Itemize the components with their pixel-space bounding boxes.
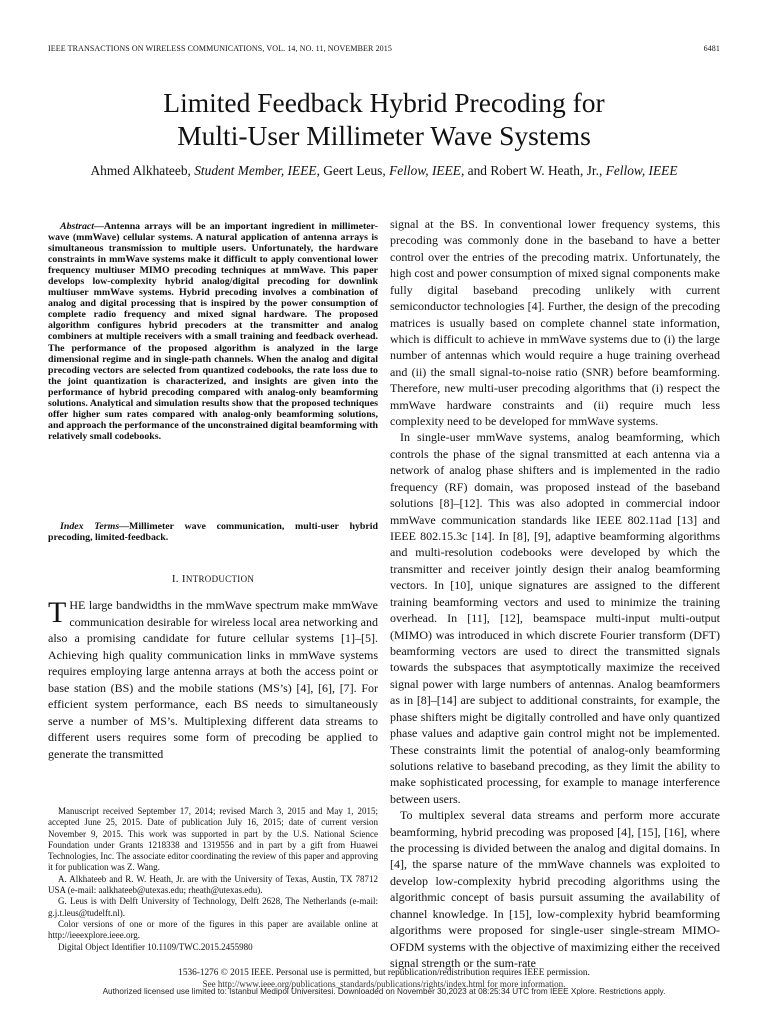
- footnote: Manuscript received September 17, 2014; revised March 3, 2015 and May 1, 2015; accepted June 25, 2015. Date of publication July 16, 2015; date of current version November 9, 2015. This work was supported in part by the U.S. National Science Foundation under Grants 1218338 and 1319556 and in part by a gift from Huawei Technologies, Inc. The associate editor coordinating the review of this paper and approving it for publication was Z. Wang.: [48, 806, 378, 873]
- author-1-role: Student Member, IEEE: [194, 163, 317, 178]
- intro-paragraph: [48, 597, 378, 762]
- journal-name: IEEE TRANSACTIONS ON WIRELESS COMMUNICATIONS, VOL. 14, NO. 11, NOVEMBER 2015: [48, 44, 392, 53]
- author-1: Ahmed Alkhateeb,: [90, 163, 195, 178]
- title-line-2: Multi-User Millimeter Wave Systems: [177, 120, 591, 151]
- abstract-lead: Abstract: [60, 221, 95, 232]
- intro-text: large bandwidths in the mmWave spectrum make mmWave communication desirable for wireless local area networking and also a promising candidate for future cellular systems [1]–[5]. Achieving high quality communication links in mmWave systems requires employing large antenna arrays at both the access point or base station (BS) and the mobile stations (MS’s) [4], [6], [7]. For efficient system performance, each BS needs to simultaneously serve a number of MS’s. Multiplexing different data streams to different users requires some form of precoding be applied to generate the transmitted: [48, 598, 378, 761]
- footnotes: [48, 806, 378, 953]
- right-column: [390, 216, 720, 971]
- intro-first-word: HE: [69, 598, 86, 612]
- paper-title: [0, 86, 768, 152]
- author-3: , and Robert W. Heath, Jr.,: [460, 163, 606, 178]
- paragraph: signal at the BS. In conventional lower frequency systems, this precoding was commonly done in the baseband to have a better control over the entries of the precoding matrix. Unfortunately, the high cost and power consumption of mixed signal components make fully digital baseband precoding unlikely with current semiconductor technologies [4]. Further, the design of the precoding matrices is usually based on complete channel state information, which is difficult to achieve in mmWave systems due to (i) the large number of antennas which would require a huge training overhead and (ii) the small signal-to-noise ratio (SNR) before beamforming. Therefore, new multi-user precoding algorithms that (i) respect the mmWave hardware constraints and (ii) require much less complexity need to be developed for mmWave systems.: [390, 217, 720, 429]
- footnote: Color versions of one or more of the figures in this paper are available online at http://ieeexplore.ieee.org.: [48, 918, 378, 941]
- index-terms-lead: Index Terms: [60, 521, 120, 532]
- title-line-1: Limited Feedback Hybrid Precoding for: [163, 87, 605, 118]
- footnote: Digital Object Identifier 10.1109/TWC.2015.2455980: [58, 941, 253, 952]
- drop-cap: T: [48, 596, 67, 629]
- copyright-notice: 1536-1276 © 2015 IEEE. Personal use is permitted, but republication/redistribution requires IEEE permission.: [178, 968, 590, 978]
- author-list: [0, 163, 768, 179]
- page-number: 6481: [703, 44, 720, 53]
- rights-link[interactable]: See http://www.ieee.org/publications_standards/publications/rights/index.html for more information.: [202, 979, 566, 989]
- abstract-text: —Antenna arrays will be an important ingredient in millimeter-wave (mmWave) cellular systems. A natural application of antenna arrays is simultaneous transmission to multiple users. Unfortunately, the hardware constraints in mmWave systems make it difficult to apply conventional lower frequency multiuser MIMO precoding techniques at mmWave. This paper develops low-complexity hybrid analog/digital precoding for downlink multiuser mmWave systems. Hybrid precoding involves a combination of analog and digital processing that is inspired by the power consumption of complete radio frequency and mixed signal hardware. The proposed algorithm configures hybrid precoders at the transmitter and analog combiners at multiple receivers with a small training and feedback overhead. The performance of the proposed algorithm is analyzed in the large dimensional regime and in single-path channels. When the analog and digital precoding vectors are selected from quantized codebooks, the rate loss due to the joint quantization is characterized, and insights are given into the performance of hybrid precoding compared with analog-only beamforming solutions. Analytical and simulation results show that the proposed techniques offer higher sum rates compared with analog-only beamforming solutions, and approach the performance of the unconstrained digital beamforming with relatively small codebooks.: [48, 221, 378, 442]
- footnote: A. Alkhateeb and R. W. Heath, Jr. are with the University of Texas, Austin, TX 78712 USA (e-mail: aalkhateeb@utexas.edu; rheath@utexas.edu).: [48, 873, 378, 896]
- index-terms-text: —Millimeter wave communication, multi-user hybrid precoding, limited-feedback.: [48, 521, 378, 544]
- author-3-role: Fellow, IEEE: [605, 163, 678, 178]
- paragraph: To multiplex several data streams and perform more accurate beamforming, hybrid precoding was proposed [4], [15], [16], where the processing is divided between the analog and digital domains. In [4], the sparse nature of the mmWave channels was exploited to develop low-complexity hybrid precoding algorithms using the algorithmic concept of basis pursuit assuming the availability of channel knowledge. In [15], low-complexity hybrid beamforming algorithms were proposed for single-user single-stream MIMO-OFDM systems with the objective of maximizing either the received signal strength or the sum-rate: [390, 808, 720, 970]
- paragraph: In single-user mmWave systems, analog beamforming, which controls the phase of the signal transmitted at each antenna via a network of analog phase shifters and is implemented in the radio frequency (RF) domain, was proposed instead of the baseband solutions [8]–[12]. This was also adopted in commercial indoor mmWave communication standards like IEEE 802.11ad [13] and IEEE 802.15.3c [14]. In [8], [9], adaptive beamforming algorithms and multi-resolution codebooks were developed by which the transmitter and receiver jointly design their analog beamforming vectors. In [10], unique signatures are assigned to the different training beamforming vectors and used to minimize the training overhead. In [11], [12], beamspace multi-input multi-output (MIMO) was introduced in which discrete Fourier transform (DFT) beamforming vectors are used to direct the transmitted signals towards the subspaces that asymptotically maximize the received signal power with large numbers of antennas. Analog beamformers as in [8]–[14] are subject to additional constraints, for example, the phase shifters might be digitally controlled and have only quantized phase values and adaptive gain control might not be implemented. These constraints limit the potential of analog-only beamforming solutions relative to baseband precoding, as they limit the ability to make sophisticated processing, for example to manage interference between users.: [390, 430, 720, 806]
- running-header: [48, 44, 720, 56]
- section-heading: I. INTRODUCTION: [171, 573, 255, 585]
- license-notice: Authorized licensed use limited to: Istanbul Medipol Universitesi. Downloaded on November 30,2023 at 08:25:34 UTC from IEEE Xplore. Restrictions apply.: [102, 987, 666, 996]
- footnote: G. Leus is with Delft University of Technology, Delft 2628, The Netherlands (e-mail: g.j.t.leus@tudelft.nl).: [48, 896, 378, 918]
- author-2-role: Fellow, IEEE: [389, 163, 461, 178]
- index-terms: [48, 521, 378, 543]
- abstract: [48, 221, 378, 442]
- author-2: , Geert Leus,: [316, 163, 390, 178]
